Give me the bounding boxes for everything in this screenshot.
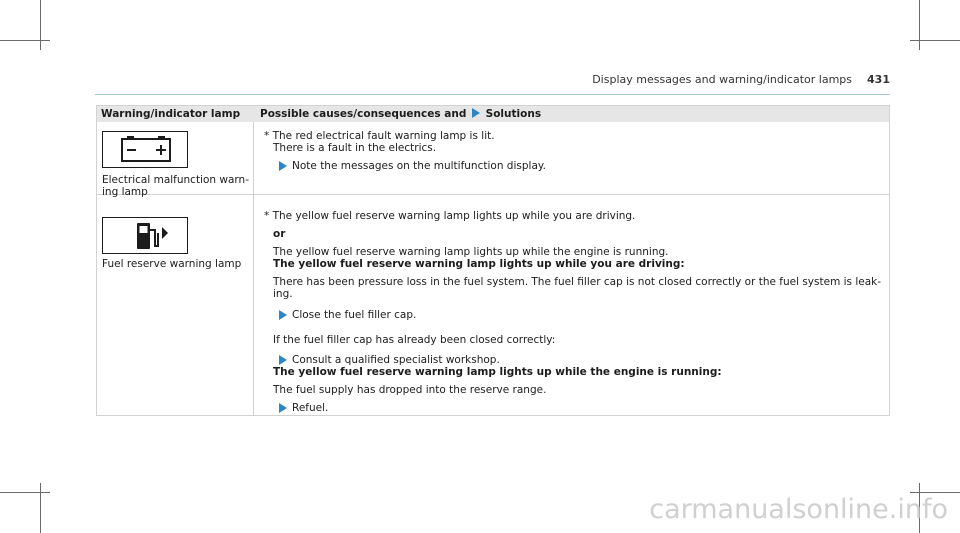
column-header-causes: Possible causes/consequences and Solutions xyxy=(260,108,542,120)
row2-para1: There has been pressure loss in the fuel system. The fuel filler cap is not closed correctly or the fuel system is leak- xyxy=(273,276,882,288)
play-arrow-icon xyxy=(279,355,287,365)
play-arrow-icon xyxy=(279,403,287,413)
header-rule xyxy=(95,94,890,95)
row2-para1-cont: ing. xyxy=(273,288,293,300)
row2-step-workshop: Consult a qualified specialist workshop. xyxy=(292,354,500,366)
warning-lamp-table xyxy=(96,105,890,416)
page-number: 431 xyxy=(867,73,890,86)
row2-intro: * The yellow fuel reserve warning lamp lights up while you are driving. xyxy=(264,210,636,222)
row1-cause: * The red electrical fault warning lamp is lit. xyxy=(264,130,495,142)
row2-heading-driving: The yellow fuel reserve warning lamp lights up while you are driving: xyxy=(273,258,685,270)
row2-or: or xyxy=(273,228,286,240)
watermark: carmanualsonline.info xyxy=(649,494,948,525)
row1-step: Note the messages on the multifunction display. xyxy=(292,160,546,172)
row2-heading-running: The yellow fuel reserve warning lamp lights up while the engine is running: xyxy=(273,366,722,378)
column-divider xyxy=(253,122,254,415)
row2-step-refuel: Refuel. xyxy=(292,402,329,414)
row1-cause-detail: There is a fault in the electrics. xyxy=(273,142,437,154)
lamp-label-fuel: Fuel reserve warning lamp xyxy=(102,258,242,270)
running-header xyxy=(592,73,890,87)
crop-mark xyxy=(40,483,41,533)
fuel-pump-icon xyxy=(102,217,188,254)
battery-icon xyxy=(102,131,188,168)
crop-mark xyxy=(910,40,960,41)
play-arrow-icon xyxy=(279,161,287,171)
crop-mark xyxy=(0,40,50,41)
table-header xyxy=(97,106,889,122)
crop-mark xyxy=(40,0,41,50)
section-title: Display messages and warning/indicator lamps xyxy=(592,73,852,86)
crop-mark xyxy=(919,0,920,50)
row2-para2: If the fuel filler cap has already been closed correctly: xyxy=(273,334,556,346)
play-arrow-icon xyxy=(279,310,287,320)
play-arrow-icon xyxy=(472,108,480,118)
lamp-label-electrical: Electrical malfunction warn- ing lamp xyxy=(102,174,250,198)
row2-para3: The fuel supply has dropped into the reserve range. xyxy=(273,384,547,396)
crop-mark xyxy=(910,492,960,493)
crop-mark xyxy=(0,492,50,493)
row2-alt: The yellow fuel reserve warning lamp lights up while the engine is running. xyxy=(273,246,669,258)
row2-step-close-cap: Close the fuel filler cap. xyxy=(292,309,417,321)
column-header-lamp: Warning/indicator lamp xyxy=(101,108,241,120)
